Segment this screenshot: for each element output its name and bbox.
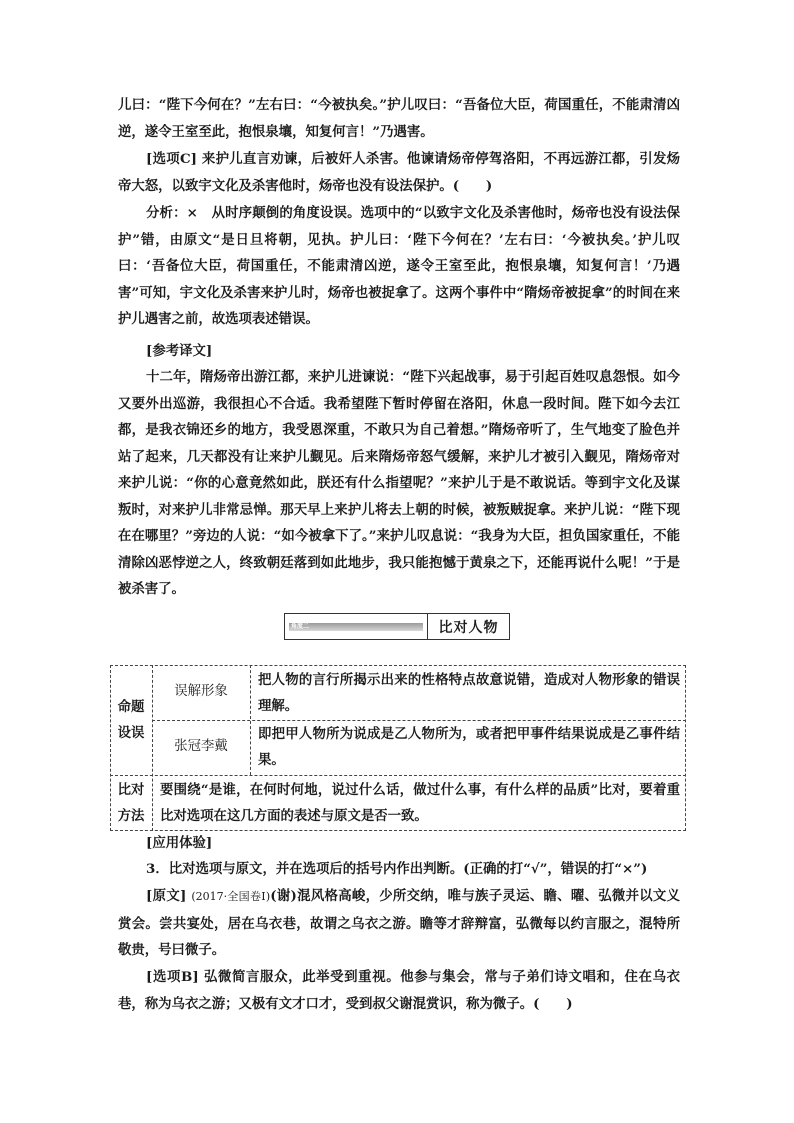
table-text-method: 要围绕“是谁，在何时何地，说过什么话，做过什么事，有什么样的品质”比对，要着重比对选项在这几方面的表述与原文是否一致。 bbox=[160, 782, 680, 824]
table-label-misunderstand: 误解形象 bbox=[174, 684, 228, 699]
table-row-label-method: 比对方法 bbox=[117, 782, 145, 824]
option-b-text: 弘微简言服众，此举受到重视。他参与集会，常与子弟们诗文唱和，住在乌衣巷，称为乌衣之游；又极有文才口才，受到叔父谢混赏识，称为微子。( ) bbox=[118, 969, 680, 1012]
section-banner bbox=[284, 613, 510, 640]
option-b bbox=[118, 964, 680, 1017]
analysis-paragraph: 分析：× 从时序颠倒的角度设误。选项中的“以致宇文化及杀害他时，炀帝也没有设法保护”错，由原文“是日旦将朝，见执。护儿曰：‘陛下今何在？’左右曰：‘今被执矣。’护儿叹曰：‘吾备位大臣，荷国重任，不能肃清凶逆，遂令王室至此，抱恨泉壤，知复何言！’乃遇害”可知，宇文化及杀害来护儿时，炀帝也被捉拿了。这两个事件中“隋炀帝被捉拿”的时间在来护儿遇害之前，故选项表述错误。 bbox=[118, 205, 680, 327]
table-text-mismatch: 即把甲人物所为说成是乙人物所为，或者把甲事件结果说成是乙事件结果。 bbox=[258, 726, 680, 768]
option-c-tag: [选项C] bbox=[146, 151, 197, 167]
method-table bbox=[110, 665, 686, 831]
original-tag: [原文] bbox=[146, 888, 187, 904]
original-source: (2017·全国卷Ⅰ) bbox=[191, 890, 271, 903]
option-b-tag: [选项B] bbox=[146, 969, 199, 985]
apply-heading: [应用体验] bbox=[146, 835, 213, 851]
translation-paragraph: 十二年，隋炀帝出游江都，来护儿进谏说：“陛下兴起战事，易于引起百姓叹息怨恨。如今又要外出巡游，我很担心不合适。我希望陛下暂时停留在洛阳，休息一段时间。陛下如今去江都，是我衣锦还乡的地方，我受恩深重，不敢只为自己着想。”隋炀帝听了，生气地变了脸色并站了起来，几天都没有让来护儿觐见。后来隋炀帝怒气缓解，来护儿才被引入觐见，隋炀帝对来护儿说：“你的心意竟然如此，朕还有什么指望呢？”来护儿于是不敢说话。等到宇文化及谋叛时，对来护儿非常忌惮。那天早上来护儿将去上朝的时候，被叛贼捉拿。来护儿说：“陛下现在在哪里？”旁边的人说：“如今被拿下了。”来护儿叹息说：“我身为大臣，担负国家重任，不能清除凶恶悖逆之人，终致朝廷落到如此地步，我只能抱憾于黄泉之下，还能再说什么呢！”于是被杀害了。 bbox=[118, 369, 680, 597]
banner-decoration bbox=[285, 614, 428, 639]
table-label-mismatch: 张冠李戴 bbox=[174, 739, 228, 754]
original-body: (谢)混风格高峻，少所交纳，唯与族子灵运、瞻、曜、弘微并以文义赏会。尝共宴处，居在乌衣巷，故谓之乌衣之游。瞻等才辞辩富，弘微每以约言服之，混特所敬贵，号曰微子。 bbox=[118, 888, 681, 958]
paragraph-quote-end: 儿曰：“陛下今何在？”左右曰：“今被执矣。”护儿叹曰：“吾备位大臣，荷国重任，不能肃清凶逆，遂令王室至此，抱恨泉壤，知复何言！”乃遇害。 bbox=[118, 97, 680, 140]
reference-translation-heading: [参考译文] bbox=[146, 343, 213, 359]
original-text bbox=[118, 883, 680, 964]
option-c-text: 来护儿直言劝谏，后被奸人杀害。他谏请炀帝停驾洛阳，不再远游江都，引发炀帝大怒，以致宇文化及杀害他时，炀帝也没有设法保护。( ) bbox=[118, 151, 680, 194]
banner-mini-label: 角度二 bbox=[291, 623, 310, 630]
option-c bbox=[118, 146, 680, 199]
table-text-misunderstand: 把人物的言行所揭示出来的性格特点故意说错，造成对人物形象的错误理解。 bbox=[258, 672, 680, 714]
question-3: 3．比对选项与原文，并在选项后的括号内作出判断。(正确的打“√”，错误的打“×”) bbox=[146, 861, 648, 877]
table-row-label-topic: 命题设误 bbox=[117, 699, 145, 741]
banner-title: 比对人物 bbox=[438, 619, 499, 636]
